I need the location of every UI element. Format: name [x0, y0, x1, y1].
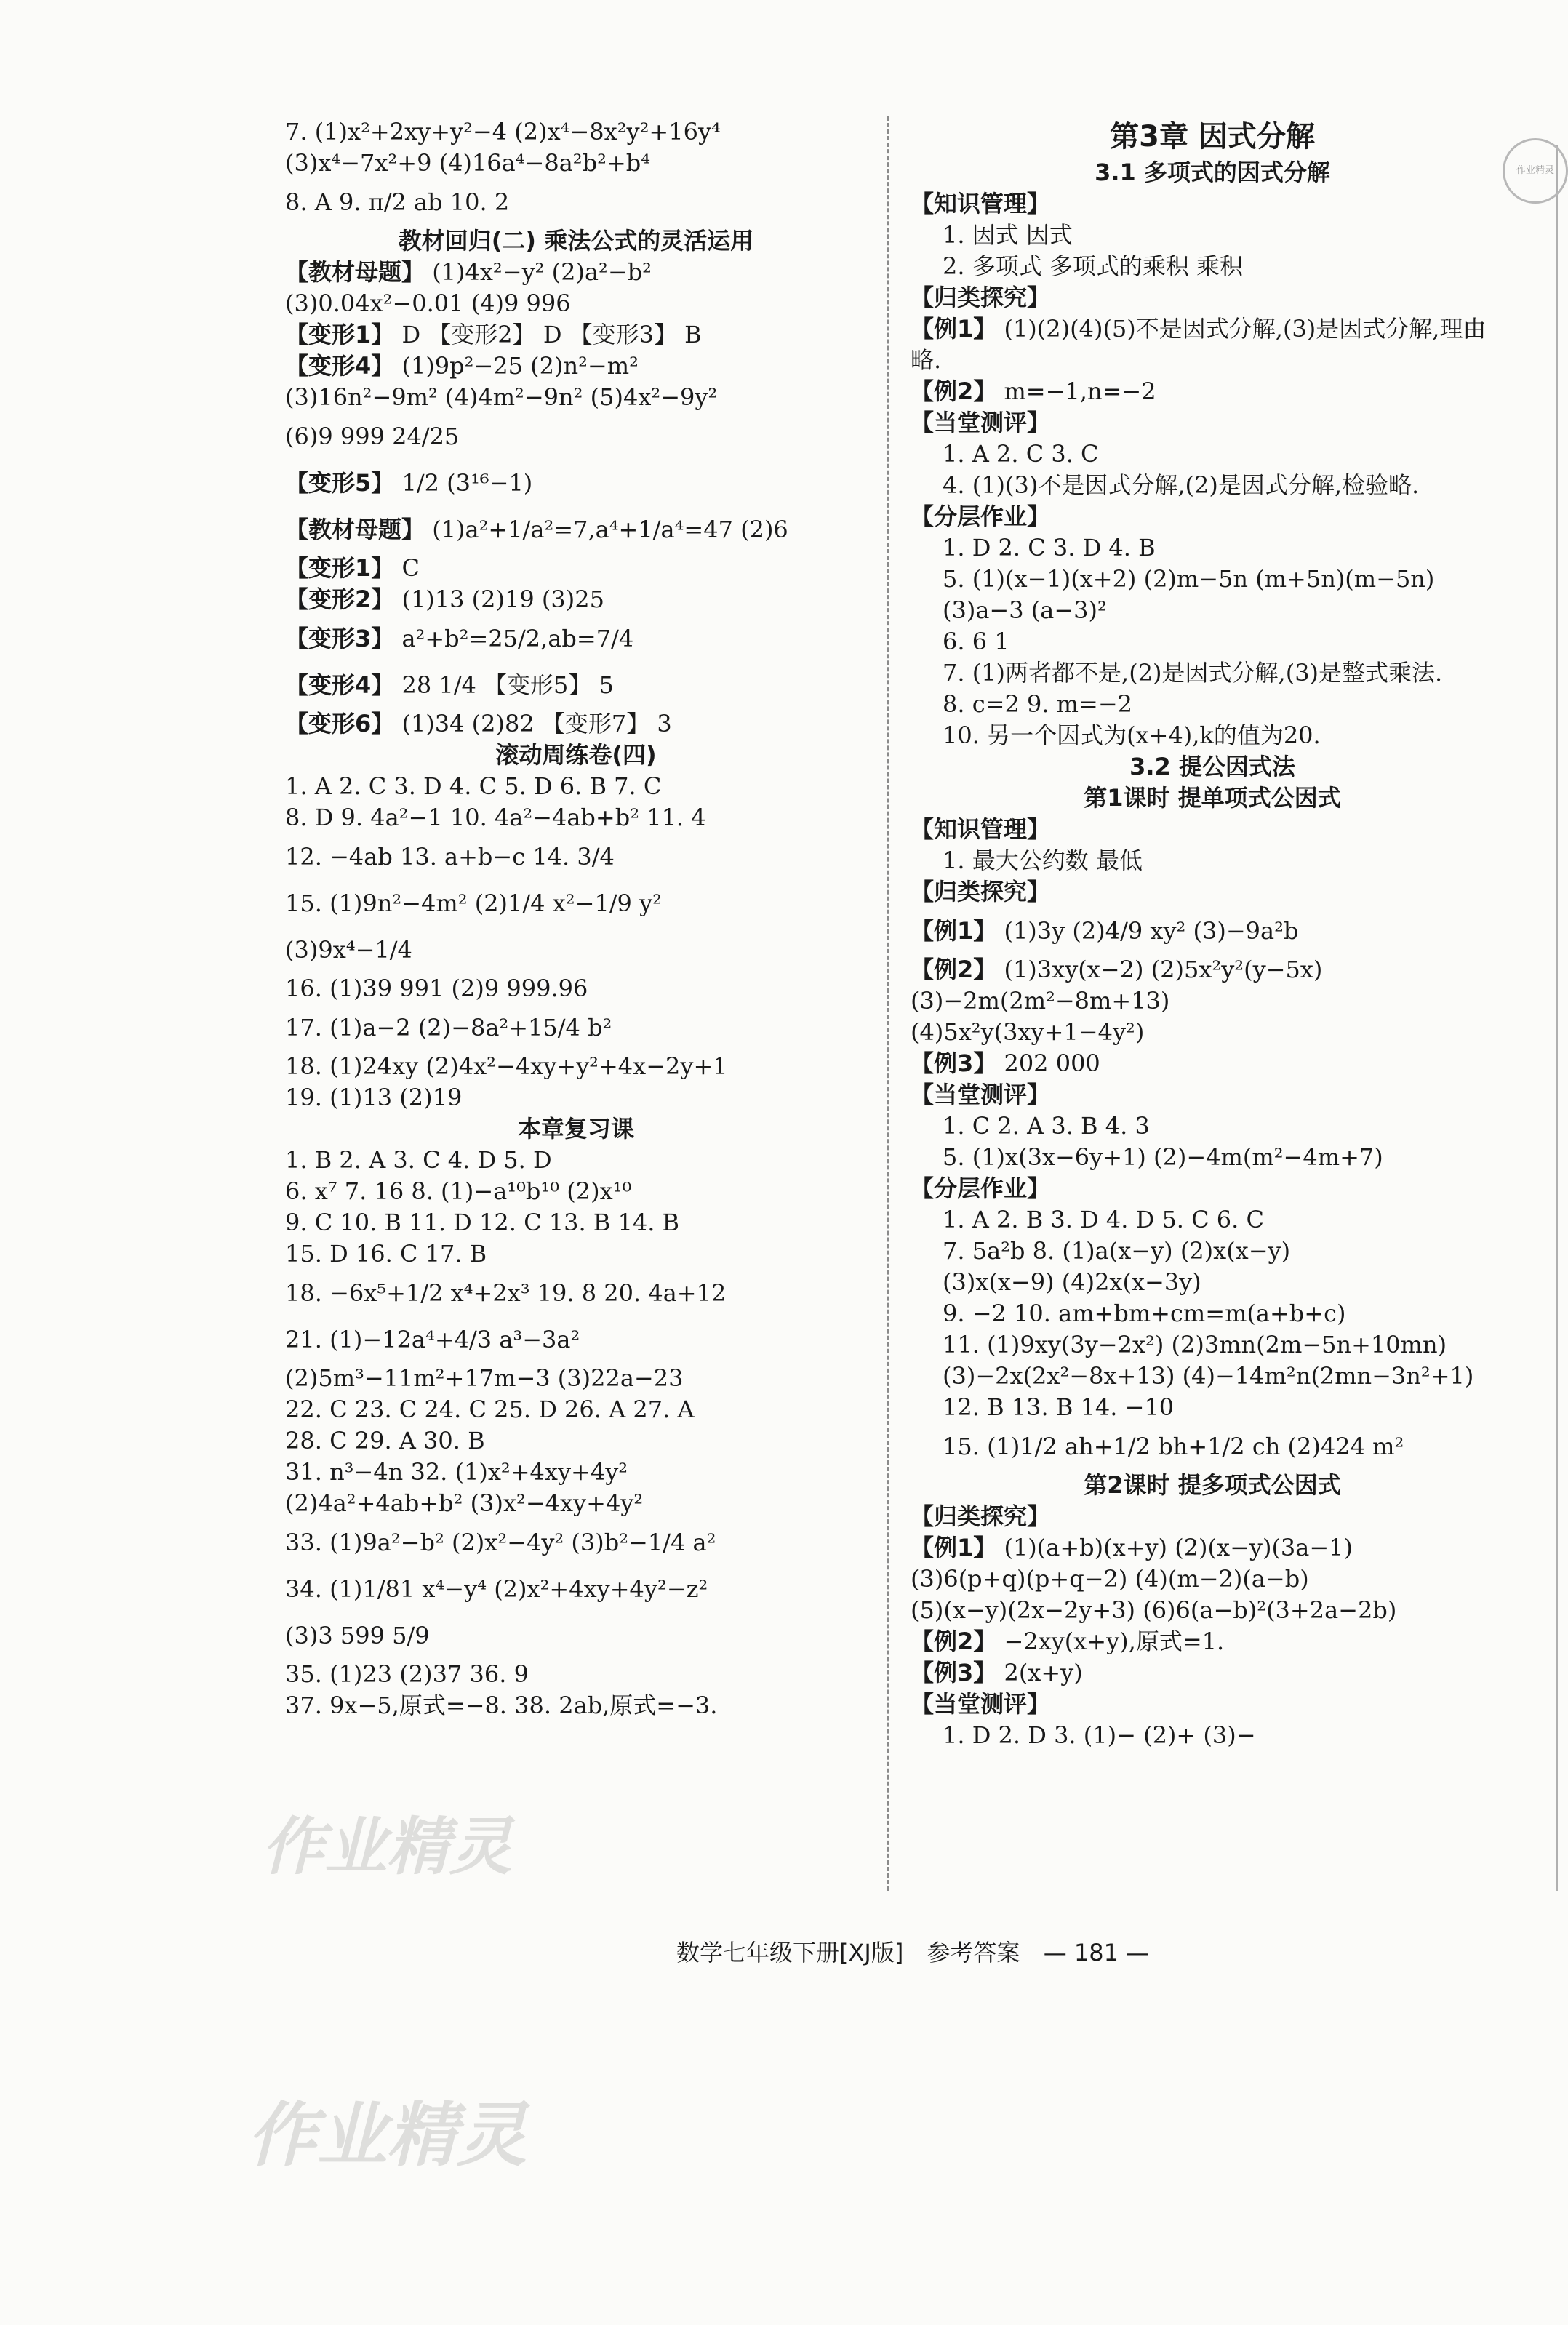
section-heading: 3.1 多项式的因式分解 [1095, 159, 1330, 186]
answer-tag: 【例1】 [911, 1534, 997, 1561]
answer-line: 5. (1)(x−1)(x+2) (2)m−5n (m+5n)(m−5n) (3)a−3 (a−3)² [943, 565, 1435, 624]
answer-line: 18. (1)24xy (2)4x²−4xy+y²+4x−2y+1 [285, 1052, 728, 1080]
answer-text: (1)(a+b)(x+y) (2)(x−y)(3a−1) [1004, 1534, 1353, 1561]
answer-text: (1)9p²−25 (2)n²−m² [401, 352, 639, 380]
answer-line: 7. 5a²b 8. (1)a(x−y) (2)x(x−y) [943, 1237, 1291, 1265]
answer-line: (3)x⁴−7x²+9 (4)16a⁴−8a²b²+b⁴ [285, 149, 651, 177]
chapter-title: 第3章 因式分解 [1110, 120, 1315, 153]
answer-line: (3)16n²−9m² (4)4m²−9n² (5)4x²−9y² [285, 383, 718, 411]
answer-text: (1)3y (2)4/9 xy² (3)−9a²b [1004, 917, 1299, 945]
answer-tag: 【变形1】 [285, 321, 395, 348]
answer-line: 18. −6x⁵+1/2 x⁴+2x³ 19. 8 20. 4a+12 [285, 1279, 727, 1307]
answer-text: D 【变形2】 D 【变形3】 B [401, 321, 702, 348]
answer-line: 1. A 2. B 3. D 4. D 5. C 6. C [943, 1206, 1264, 1233]
tagged-answer-line [911, 1657, 1514, 1689]
answer-text: (1)3xy(x−2) (2)5x²y²(y−5x) [1004, 956, 1323, 983]
answer-tag: 【例2】 [911, 1628, 997, 1655]
tagged-answer-line [911, 313, 1514, 376]
subsection-tag: 【知识管理】 [911, 190, 1051, 217]
left-answer-column [285, 116, 867, 1721]
answer-line: (5)(x−y)(2x−2y+3) (6)6(a−b)²(3+2a−2b) [911, 1596, 1397, 1624]
answer-line: 10. 另一个因式为(x+4),k的值为20. [943, 721, 1321, 749]
answer-line: 1. C 2. A 3. B 4. 3 [943, 1112, 1150, 1140]
answer-line: 34. (1)1/81 x⁴−y⁴ (2)x²+4xy+4y²−z² [285, 1575, 708, 1603]
answer-line: 12. −4ab 13. a+b−c 14. 3/4 [285, 843, 615, 871]
answer-line: 2. 多项式 多项式的乘积 乘积 [943, 252, 1244, 280]
answer-tag: 【变形5】 [285, 469, 395, 497]
tagged-answer-line [285, 708, 867, 740]
tagged-answer-line [911, 1626, 1514, 1657]
answer-line: 7. (1)x²+2xy+y²−4 (2)x⁴−8x²y²+16y⁴ [285, 118, 721, 145]
answer-tag: 【变形3】 [285, 625, 395, 652]
answer-line: (3)−2m(2m²−8m+13) [911, 987, 1170, 1015]
answer-line: 1. A 2. C 3. C [943, 440, 1099, 468]
answer-line: (3)3 599 5/9 [285, 1622, 430, 1649]
tagged-answer-line [285, 460, 867, 506]
answer-tag: 【教材母题】 [285, 258, 425, 286]
tagged-answer-line [285, 615, 867, 662]
answer-line: 19. (1)13 (2)19 [285, 1084, 463, 1111]
subsection-tag: 【分层作业】 [911, 1174, 1051, 1202]
tagged-answer-line [285, 506, 867, 553]
section-heading: 3.2 提公因式法 [1129, 753, 1295, 780]
subsection-tag: 【归类探究】 [911, 1502, 1051, 1530]
tagged-answer-line [285, 662, 867, 708]
section-heading: 第1课时 提单项式公因式 [1084, 784, 1341, 812]
answer-line: 5. (1)x(3x−6y+1) (2)−4m(m²−4m+7) [943, 1143, 1383, 1171]
answer-text: a²+b²=25/2,ab=7/4 [401, 625, 634, 652]
tagged-answer-line [911, 1532, 1514, 1564]
answer-line: 4. (1)(3)不是因式分解,(2)是因式分解,检验略. [943, 471, 1420, 499]
answer-line: 35. (1)23 (2)37 36. 9 [285, 1660, 529, 1688]
answer-line: (6)9 999 24/25 [285, 423, 460, 450]
answer-line: 1. D 2. C 3. D 4. B [943, 534, 1156, 561]
answer-line: 1. B 2. A 3. C 4. D 5. D [285, 1146, 552, 1174]
subsection-tag: 【归类探究】 [911, 284, 1051, 311]
tagged-answer-line [911, 908, 1514, 954]
tagged-answer-line [911, 376, 1514, 407]
answer-line: 28. C 29. A 30. B [285, 1427, 485, 1454]
tagged-answer-line [285, 351, 867, 382]
answer-line: (3)6(p+q)(p+q−2) (4)(m−2)(a−b) [911, 1565, 1309, 1593]
answer-line: 15. D 16. C 17. B [285, 1240, 487, 1268]
answer-line: 22. C 23. C 24. C 25. D 26. A 27. A [285, 1396, 695, 1423]
corner-stamp [1503, 138, 1568, 204]
answer-text: (1)13 (2)19 (3)25 [401, 585, 604, 613]
subsection-tag: 【当堂测评】 [911, 1081, 1051, 1108]
watermark-lower: 作业精灵 [247, 2094, 527, 2176]
answer-line: 12. B 13. B 14. −10 [943, 1393, 1175, 1421]
answer-line: 8. A 9. π/2 ab 10. 2 [285, 188, 510, 216]
right-answer-column [911, 116, 1514, 1751]
page-edge-line [1556, 145, 1558, 1891]
tagged-answer-line [285, 319, 867, 351]
answer-text: (1)34 (2)82 【变形7】 3 [401, 710, 672, 737]
answer-line: 37. 9x−5,原式=−8. 38. 2ab,原式=−3. [285, 1692, 718, 1719]
answer-tag: 【例1】 [911, 917, 997, 945]
subsection-tag: 【知识管理】 [911, 815, 1051, 843]
answer-tag: 【例3】 [911, 1659, 997, 1686]
answer-line: 1. A 2. C 3. D 4. C 5. D 6. B 7. C [285, 772, 662, 800]
answer-text: −2xy(x+y),原式=1. [1004, 1628, 1225, 1655]
answer-text: 2(x+y) [1004, 1659, 1083, 1686]
section-heading: 本章复习课 [517, 1115, 634, 1143]
answer-line: 1. D 2. D 3. (1)− (2)+ (3)− [943, 1721, 1256, 1749]
answer-line: 7. (1)两者都不是,(2)是因式分解,(3)是整式乘法. [943, 659, 1443, 687]
answer-line: 15. (1)9n²−4m² (2)1/4 x²−1/9 y² [285, 889, 662, 917]
answer-line: 8. D 9. 4a²−1 10. 4a²−4ab+b² 11. 4 [285, 804, 706, 831]
section-heading: 滚动周练卷(四) [495, 741, 657, 769]
answer-tag: 【变形4】 [285, 352, 395, 380]
stamp-text: 作业精灵 [1516, 165, 1554, 176]
answer-line: 33. (1)9a²−b² (2)x²−4y² (3)b²−1/4 a² [285, 1529, 716, 1556]
footer-section: 参考答案 [927, 1939, 1020, 1966]
answer-line: 1. 因式 因式 [943, 221, 1073, 249]
answer-line: (2)5m³−11m²+17m−3 (3)22a−23 [285, 1364, 684, 1392]
tagged-answer-line [285, 257, 867, 288]
answer-line: 16. (1)39 991 (2)9 999.96 [285, 975, 588, 1002]
answer-line: 1. 最大公约数 最低 [943, 847, 1143, 874]
answer-tag: 【变形2】 [285, 585, 395, 613]
answer-line: 17. (1)a−2 (2)−8a²+15/4 b² [285, 1014, 612, 1041]
section-heading: 教材回归(二) 乘法公式的灵活运用 [398, 227, 754, 255]
subsection-tag: 【归类探究】 [911, 878, 1051, 905]
page-footer [676, 1934, 1165, 1968]
answer-tag: 【例3】 [911, 1049, 997, 1077]
answer-text: 1/2 (3¹⁶−1) [401, 469, 533, 497]
footer-page-number: — 181 — [1043, 1939, 1150, 1966]
subsection-tag: 【当堂测评】 [911, 1690, 1051, 1718]
subsection-tag: 【分层作业】 [911, 503, 1051, 530]
tagged-answer-line [911, 954, 1514, 985]
answer-line: (3)9x⁴−1/4 [285, 936, 412, 964]
answer-text: m=−1,n=−2 [1004, 377, 1156, 405]
answer-line: (3)x(x−9) (4)2x(x−3y) [943, 1268, 1201, 1296]
answer-line: (2)4a²+4ab+b² (3)x²−4xy+4y² [285, 1489, 644, 1517]
subsection-tag: 【当堂测评】 [911, 409, 1051, 436]
answer-line: 9. C 10. B 11. D 12. C 13. B 14. B [285, 1209, 680, 1236]
answer-line: 21. (1)−12a⁴+4/3 a³−3a² [285, 1326, 580, 1353]
answer-tag: 【变形4】 [285, 671, 395, 699]
answer-tag: 【变形1】 [285, 554, 395, 582]
tagged-answer-line [911, 1048, 1514, 1079]
answer-line: (4)5x²y(3xy+1−4y²) [911, 1018, 1145, 1046]
answer-line: 6. x⁷ 7. 16 8. (1)−a¹⁰b¹⁰ (2)x¹⁰ [285, 1177, 632, 1205]
answer-text: C [401, 554, 420, 582]
column-divider [887, 116, 889, 1891]
section-heading: 第2课时 提多项式公因式 [1084, 1471, 1341, 1499]
answer-text: (1)4x²−y² (2)a²−b² [432, 258, 652, 286]
answer-line: 9. −2 10. am+bm+cm=m(a+b+c) [943, 1300, 1346, 1327]
answer-line: 8. c=2 9. m=−2 [943, 690, 1132, 718]
answer-tag: 【例2】 [911, 956, 997, 983]
footer-book-title: 数学七年级下册[XJ版] [676, 1939, 904, 1966]
watermark-upper: 作业精灵 [262, 1811, 512, 1884]
tagged-answer-line [285, 553, 867, 584]
answer-line: 31. n³−4n 32. (1)x²+4xy+4y² [285, 1458, 628, 1486]
answer-line: (3)0.04x²−0.01 (4)9 996 [285, 289, 571, 317]
answer-line: 6. 6 1 [943, 628, 1009, 655]
tagged-answer-line [285, 584, 867, 615]
answer-tag: 【教材母题】 [285, 516, 425, 543]
answer-tag: 【例1】 [911, 315, 997, 343]
answer-text: 202 000 [1004, 1049, 1100, 1077]
answer-text: (1)(2)(4)(5)不是因式分解,(3)是因式分解,理由略. [911, 315, 1487, 374]
answer-text: 28 1/4 【变形5】 5 [401, 671, 614, 699]
answer-tag: 【例2】 [911, 377, 997, 405]
answer-text: (1)a²+1/a²=7,a⁴+1/a⁴=47 (2)6 [432, 516, 788, 543]
answer-line: 15. (1)1/2 ah+1/2 bh+1/2 ch (2)424 m² [943, 1433, 1404, 1460]
answer-line: 11. (1)9xy(3y−2x²) (2)3mn(2m−5n+10mn) (3)−2x(2x²−8x+13) (4)−14m²n(2mn−3n²+1) [943, 1331, 1474, 1390]
answer-tag: 【变形6】 [285, 710, 395, 737]
